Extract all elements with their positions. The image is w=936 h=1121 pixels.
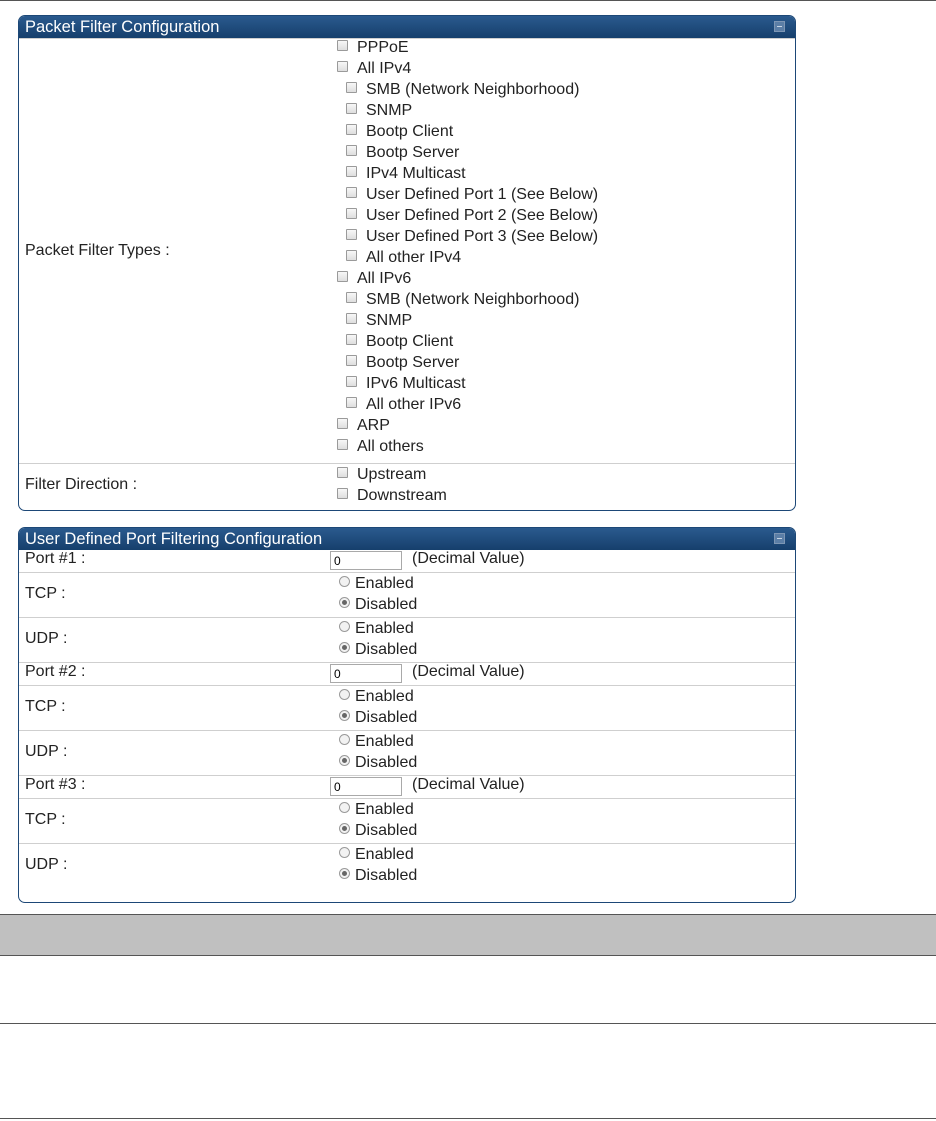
- port-row: [19, 550, 795, 572]
- filter-type-label: All IPv6: [357, 270, 412, 287]
- packet-filter-types-label: Packet Filter Types :: [25, 242, 170, 259]
- udp-label: UDP :: [25, 630, 68, 647]
- filter-type-checkbox[interactable]: [346, 229, 357, 240]
- radio-button[interactable]: [339, 823, 350, 834]
- filter-type-checkbox[interactable]: [346, 334, 357, 345]
- disabled-option[interactable]: [339, 865, 417, 886]
- radio-button[interactable]: [339, 868, 350, 879]
- filter-type-checkbox[interactable]: [346, 208, 357, 219]
- enabled-option[interactable]: [339, 799, 414, 820]
- port-label: Port #3 :: [25, 776, 86, 793]
- radio-label: Enabled: [355, 846, 414, 863]
- radio-button[interactable]: [339, 689, 350, 700]
- filter-type-option[interactable]: [346, 289, 579, 310]
- table-header-band: [0, 914, 936, 956]
- filter-type-checkbox[interactable]: [346, 124, 357, 135]
- filter-type-label: All IPv4: [357, 60, 412, 77]
- ports-area: [19, 550, 795, 888]
- filter-type-label: SNMP: [366, 102, 413, 119]
- decimal-value-note: (Decimal Value): [412, 663, 525, 680]
- filter-type-label: PPPoE: [357, 39, 409, 56]
- udp-row: [19, 617, 795, 662]
- filter-type-option[interactable]: [346, 163, 466, 184]
- filter-direction-label: Downstream: [357, 487, 447, 504]
- filter-direction-label: Upstream: [357, 466, 427, 483]
- filter-type-checkbox[interactable]: [337, 439, 348, 450]
- filter-type-option[interactable]: [337, 415, 390, 436]
- radio-button[interactable]: [339, 802, 350, 813]
- filter-type-checkbox[interactable]: [346, 292, 357, 303]
- disabled-option[interactable]: [339, 707, 417, 728]
- packet-filter-header: [19, 16, 795, 38]
- udp-config-header: [19, 528, 795, 550]
- filter-type-checkbox[interactable]: [346, 250, 357, 261]
- tcp-label: TCP :: [25, 585, 66, 602]
- filter-type-checkbox[interactable]: [346, 355, 357, 366]
- radio-label: Enabled: [355, 620, 414, 637]
- filter-direction-label: Filter Direction :: [25, 476, 138, 493]
- filter-type-checkbox[interactable]: [337, 271, 348, 282]
- filter-type-option[interactable]: [337, 37, 409, 58]
- packet-filter-panel: [18, 15, 796, 511]
- radio-label: Disabled: [355, 641, 418, 658]
- udp-row: [19, 843, 795, 888]
- filter-type-label: IPv4 Multicast: [366, 165, 466, 182]
- tcp-label: TCP :: [25, 811, 66, 828]
- radio-button[interactable]: [339, 642, 350, 653]
- filter-type-checkbox[interactable]: [346, 145, 357, 156]
- enabled-option[interactable]: [339, 573, 414, 594]
- filter-direction-option[interactable]: [337, 485, 447, 506]
- filter-type-checkbox[interactable]: [337, 61, 348, 72]
- filter-type-option[interactable]: [346, 394, 461, 415]
- radio-label: Disabled: [355, 754, 418, 771]
- filter-type-option[interactable]: [346, 352, 459, 373]
- filter-type-option[interactable]: [337, 58, 411, 79]
- filter-type-option[interactable]: [346, 373, 466, 394]
- collapse-icon[interactable]: [774, 21, 785, 32]
- top-rule: [0, 0, 936, 1]
- filter-type-option[interactable]: [346, 310, 412, 331]
- filter-type-option[interactable]: [346, 331, 453, 352]
- radio-button[interactable]: [339, 710, 350, 721]
- filter-type-label: Bootp Client: [366, 123, 454, 140]
- decimal-value-note: (Decimal Value): [412, 550, 525, 567]
- filter-type-option[interactable]: [346, 205, 598, 226]
- filter-type-option[interactable]: [346, 100, 412, 121]
- tcp-row: [19, 798, 795, 843]
- filter-type-label: SMB (Network Neighborhood): [366, 291, 580, 308]
- collapse-icon[interactable]: [774, 533, 785, 544]
- port-label: Port #1 :: [25, 550, 86, 567]
- radio-label: Disabled: [355, 596, 418, 613]
- filter-type-checkbox[interactable]: [346, 397, 357, 408]
- filter-type-label: All other IPv6: [366, 396, 462, 413]
- udp-label: UDP :: [25, 743, 68, 760]
- filter-type-checkbox[interactable]: [346, 166, 357, 177]
- filter-type-checkbox[interactable]: [337, 418, 348, 429]
- radio-button[interactable]: [339, 847, 350, 858]
- port-row: [19, 775, 795, 798]
- radio-label: Enabled: [355, 733, 414, 750]
- disabled-option[interactable]: [339, 820, 417, 841]
- udp-config-panel: [18, 527, 796, 903]
- radio-label: Disabled: [355, 867, 418, 884]
- radio-label: Enabled: [355, 688, 414, 705]
- tcp-row: [19, 685, 795, 730]
- filter-type-option[interactable]: [346, 121, 453, 142]
- radio-button[interactable]: [339, 755, 350, 766]
- disabled-option[interactable]: [339, 639, 417, 660]
- port-row: [19, 662, 795, 685]
- filter-type-checkbox[interactable]: [346, 82, 357, 93]
- filter-type-option[interactable]: [346, 142, 459, 163]
- filter-type-label: User Defined Port 1 (See Below): [366, 186, 599, 203]
- disabled-option[interactable]: [339, 594, 417, 615]
- filter-type-label: Bootp Client: [366, 333, 454, 350]
- tcp-label: TCP :: [25, 698, 66, 715]
- filter-type-option[interactable]: [346, 247, 461, 268]
- filter-type-label: Bootp Server: [366, 144, 460, 161]
- filter-type-checkbox[interactable]: [346, 187, 357, 198]
- filter-direction-option[interactable]: [337, 464, 426, 485]
- port-number-input[interactable]: [330, 551, 402, 570]
- udp-config-title: User Defined Port Filtering Configuration: [25, 530, 323, 548]
- table-rule: [0, 1023, 936, 1024]
- enabled-option[interactable]: [339, 618, 414, 639]
- port-label: Port #2 :: [25, 663, 86, 680]
- filter-type-label: All others: [357, 438, 424, 455]
- decimal-value-note: (Decimal Value): [412, 776, 525, 793]
- filter-type-option[interactable]: [337, 436, 424, 457]
- radio-button[interactable]: [339, 621, 350, 632]
- filter-type-checkbox[interactable]: [346, 376, 357, 387]
- filter-direction-checkbox[interactable]: [337, 467, 348, 478]
- filter-type-label: IPv6 Multicast: [366, 375, 466, 392]
- radio-label: Disabled: [355, 709, 418, 726]
- radio-button[interactable]: [339, 734, 350, 745]
- filter-type-option[interactable]: [337, 268, 411, 289]
- disabled-option[interactable]: [339, 752, 417, 773]
- filter-direction-row: [19, 463, 795, 510]
- enabled-option[interactable]: [339, 686, 414, 707]
- filter-type-label: All other IPv4: [366, 249, 462, 266]
- filter-type-option[interactable]: [346, 79, 579, 100]
- filter-type-label: User Defined Port 3 (See Below): [366, 228, 599, 245]
- packet-filter-types-row: [19, 38, 795, 463]
- radio-button[interactable]: [339, 576, 350, 587]
- filter-type-option[interactable]: [346, 226, 598, 247]
- port-number-input[interactable]: [330, 777, 402, 796]
- table-rule: [0, 1118, 936, 1119]
- filter-type-label: Bootp Server: [366, 354, 460, 371]
- enabled-option[interactable]: [339, 731, 414, 752]
- packet-filter-title: Packet Filter Configuration: [25, 18, 220, 36]
- filter-direction-checkbox[interactable]: [337, 488, 348, 499]
- radio-label: Disabled: [355, 822, 418, 839]
- filter-type-option[interactable]: [346, 184, 598, 205]
- filter-type-checkbox[interactable]: [337, 40, 348, 51]
- radio-label: Enabled: [355, 575, 414, 592]
- filter-type-label: User Defined Port 2 (See Below): [366, 207, 599, 224]
- filter-type-label: SMB (Network Neighborhood): [366, 81, 580, 98]
- filter-type-label: ARP: [357, 417, 390, 434]
- filter-type-label: SNMP: [366, 312, 413, 329]
- udp-label: UDP :: [25, 856, 68, 873]
- tcp-row: [19, 572, 795, 617]
- filter-type-checkbox[interactable]: [346, 103, 357, 114]
- radio-button[interactable]: [339, 597, 350, 608]
- enabled-option[interactable]: [339, 844, 414, 865]
- port-number-input[interactable]: [330, 664, 402, 683]
- filter-type-checkbox[interactable]: [346, 313, 357, 324]
- udp-row: [19, 730, 795, 775]
- radio-label: Enabled: [355, 801, 414, 818]
